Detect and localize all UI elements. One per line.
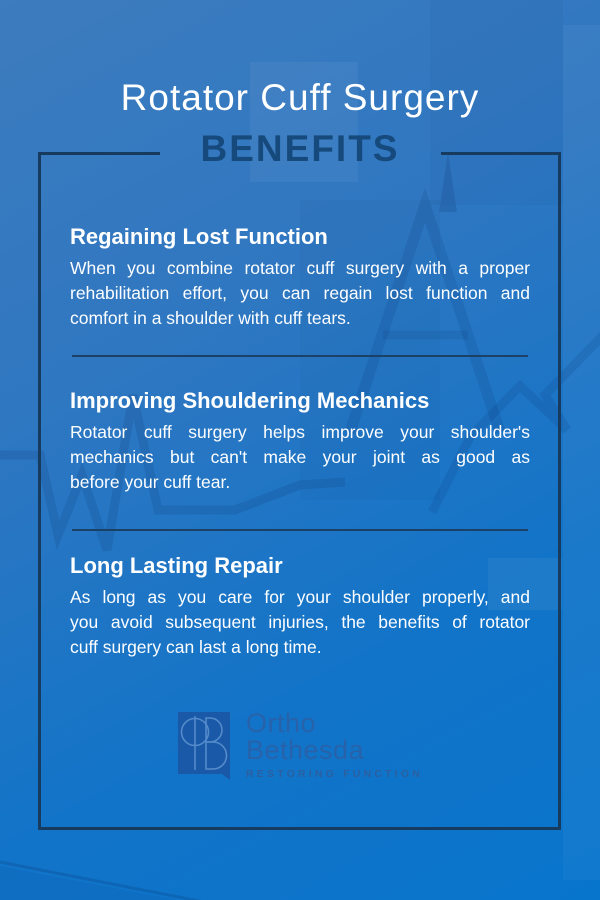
orthobethesda-monogram-icon xyxy=(177,710,231,780)
orthobethesda-logo xyxy=(0,710,600,780)
section-divider xyxy=(72,355,528,357)
frame-top-border-left xyxy=(38,152,160,155)
body-line: before your cuff tear. xyxy=(70,472,231,492)
logo-wordmark xyxy=(246,710,423,780)
benefit-body-regaining-lost-function xyxy=(70,256,530,331)
body-line: cuff surgery can last a long time. xyxy=(70,637,322,657)
logo-tagline: RESTORING FUNCTION xyxy=(246,768,423,780)
body-line: comfort in a shoulder with cuff tears. xyxy=(70,308,351,328)
benefit-heading-improving-shouldering-mechanics: Improving Shouldering Mechanics xyxy=(70,388,430,413)
page-subtitle: BENEFITS xyxy=(200,128,400,169)
benefit-heading-long-lasting-repair: Long Lasting Repair xyxy=(70,553,283,578)
benefit-body-improving-shouldering-mechanics xyxy=(70,420,530,495)
body-line: Rotator cuff surgery helps improve your shoulder's xyxy=(70,422,530,442)
benefit-heading-regaining-lost-function: Regaining Lost Function xyxy=(70,224,328,249)
body-line: As long as you care for your shoulder properly, and xyxy=(70,587,530,607)
body-line: you avoid subsequent injuries, the benefits of rotator xyxy=(70,612,530,632)
logo-name-line1: Ortho xyxy=(246,708,317,738)
body-line: rehabilitation effort, you can regain lost function and xyxy=(70,283,530,303)
benefit-body-long-lasting-repair xyxy=(70,585,530,660)
frame-top-border-right xyxy=(441,152,558,155)
body-line: mechanics but can't make your joint as good as xyxy=(70,447,530,467)
logo-name-line2: Bethesda xyxy=(246,735,365,765)
page-title: Rotator Cuff Surgery xyxy=(120,77,480,118)
body-line: When you combine rotator cuff surgery with a proper xyxy=(70,258,530,278)
section-divider xyxy=(72,529,528,531)
